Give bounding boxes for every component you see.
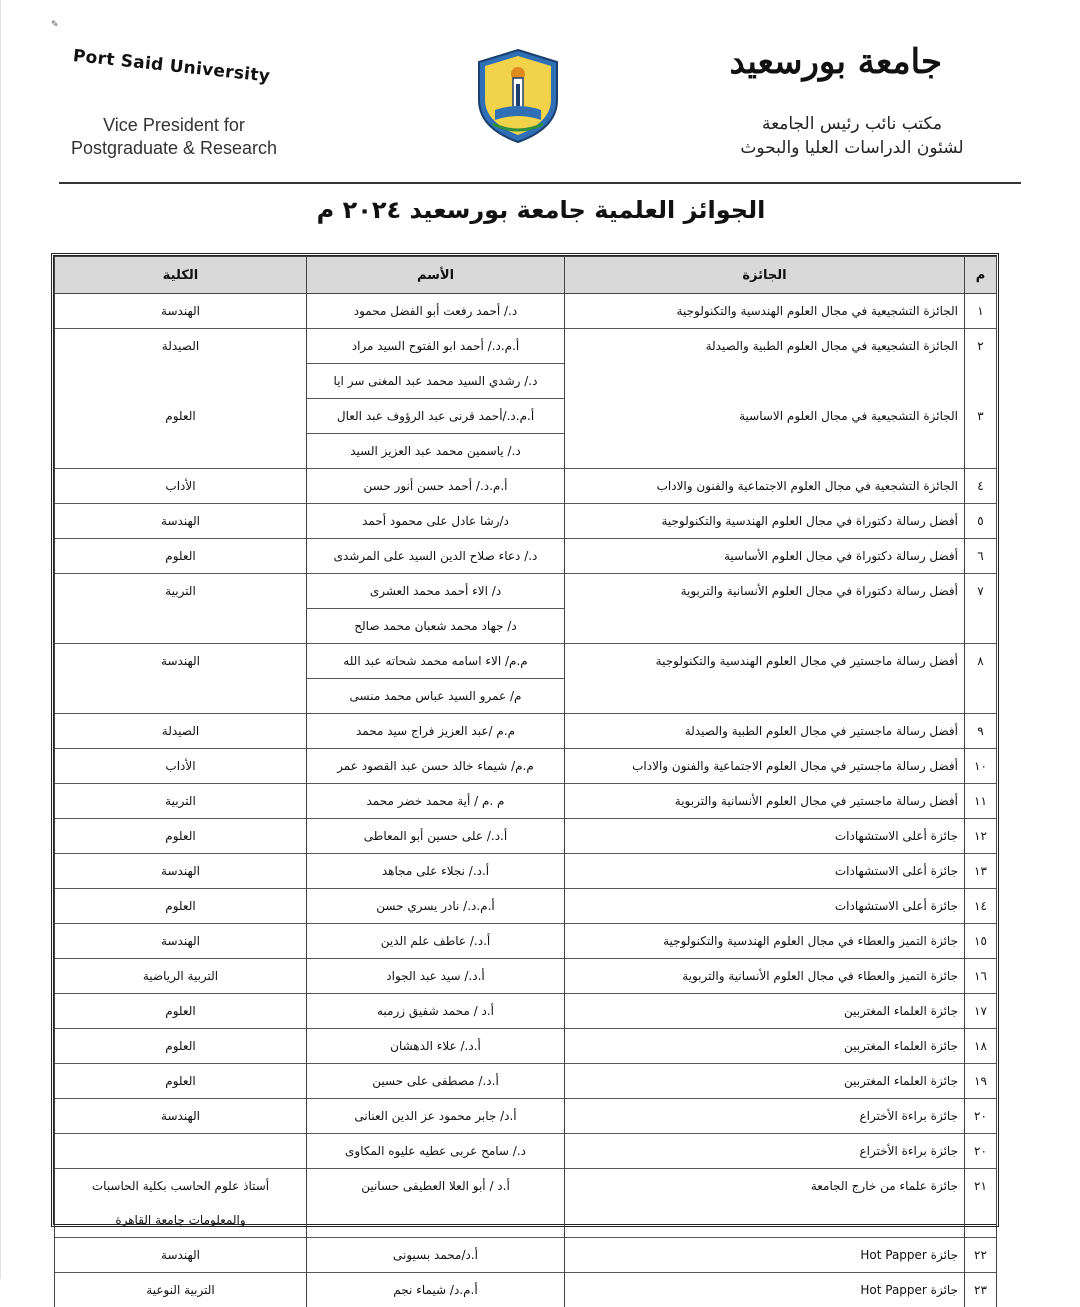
cell-num: ١ bbox=[965, 294, 997, 329]
cell-college: الهندسة bbox=[55, 504, 307, 539]
awards-table bbox=[54, 256, 997, 1307]
cell-name: د/رشا عادل على محمود أحمد bbox=[307, 504, 565, 539]
header-num: م bbox=[965, 257, 997, 294]
table-row bbox=[55, 1203, 997, 1238]
cell-award: جائزة براءة الأختراع bbox=[565, 1134, 965, 1169]
university-crest-icon bbox=[475, 48, 561, 144]
cell-name: أ.د./ على حسين أبو المعاطى bbox=[307, 819, 565, 854]
cell-award: الجائزة التشجعية في مجال العلوم الاجتماعية والفنون والاداب bbox=[565, 469, 965, 504]
cell-award: جائزة أعلى الاستشهادات bbox=[565, 889, 965, 924]
cell-num: ٣ bbox=[965, 399, 997, 434]
awards-table-frame bbox=[51, 253, 999, 1227]
cell-name: م.م /عبد العزيز فراج سيد محمد bbox=[307, 714, 565, 749]
cell-num bbox=[965, 609, 997, 644]
cell-name: د./ دعاء صلاح الدين السيد على المرشدى bbox=[307, 539, 565, 574]
cell-name: م .م / أية محمد خضر محمد bbox=[307, 784, 565, 819]
cell-num: ٤ bbox=[965, 469, 997, 504]
cell-college: العلوم bbox=[55, 994, 307, 1029]
cell-college: العلوم bbox=[55, 539, 307, 574]
cell-num bbox=[965, 1203, 997, 1238]
cell-name: د./ رشدي السيد محمد عبد المغنى سر ايا bbox=[307, 364, 565, 399]
cell-num: ١٢ bbox=[965, 819, 997, 854]
cell-num: ١٤ bbox=[965, 889, 997, 924]
table-row bbox=[55, 924, 997, 959]
table-row bbox=[55, 819, 997, 854]
table-row bbox=[55, 399, 997, 434]
cell-college: التربية الرياضية bbox=[55, 959, 307, 994]
cell-college: والمعلومات جامعة القاهرة bbox=[55, 1203, 307, 1238]
cell-award: جائزة علماء من خارج الجامعة bbox=[565, 1169, 965, 1204]
table-row bbox=[55, 1099, 997, 1134]
cell-num: ٢ bbox=[965, 329, 997, 364]
office-line-1: مكتب نائب رئيس الجامعة bbox=[737, 112, 967, 136]
vp-line-2: Postgraduate & Research bbox=[56, 137, 292, 160]
cell-college bbox=[55, 679, 307, 714]
cell-num: ٢٣ bbox=[965, 1273, 997, 1307]
cell-award bbox=[565, 609, 965, 644]
cell-college bbox=[55, 1134, 307, 1169]
cell-award: الجائزة التشجيعية في مجال العلوم الطبية والصيدلة bbox=[565, 329, 965, 364]
cell-college: أستاذ علوم الحاسب بكلية الحاسبات bbox=[55, 1169, 307, 1204]
cell-award: أفضل رسالة ماجستير في مجال العلوم الأنسانية والتربوية bbox=[565, 784, 965, 819]
table-row bbox=[55, 889, 997, 924]
cell-num: ٦ bbox=[965, 539, 997, 574]
cell-num: ١٨ bbox=[965, 1029, 997, 1064]
table-row bbox=[55, 574, 997, 609]
table-row bbox=[55, 1169, 997, 1204]
cell-name: أ.د./ مصطفى على حسين bbox=[307, 1064, 565, 1099]
cell-num: ٢٢ bbox=[965, 1238, 997, 1273]
cell-college: الهندسة bbox=[55, 644, 307, 679]
cell-num: ١١ bbox=[965, 784, 997, 819]
cell-college bbox=[55, 609, 307, 644]
cell-name: أ.د./ عاطف علم الدين bbox=[307, 924, 565, 959]
table-row bbox=[55, 644, 997, 679]
cell-num: ١٦ bbox=[965, 959, 997, 994]
cell-num bbox=[965, 679, 997, 714]
cell-college: الهندسة bbox=[55, 924, 307, 959]
cell-name: أ.م.د./ نادر يسري حسن bbox=[307, 889, 565, 924]
cell-name: م.م/ شيماء خالد حسن عبد القصود عمر bbox=[307, 749, 565, 784]
cell-college: الأداب bbox=[55, 749, 307, 784]
cell-award: جائزة العلماء المغتربين bbox=[565, 1029, 965, 1064]
cell-award: الجائزة التشجيعية في مجال العلوم الاساسية bbox=[565, 399, 965, 434]
cell-award: أفضل رسالة دكتوراة في مجال العلوم الأساسية bbox=[565, 539, 965, 574]
cell-award: جائزة العلماء المغتربين bbox=[565, 994, 965, 1029]
table-row bbox=[55, 434, 997, 469]
cell-college: التربية bbox=[55, 574, 307, 609]
table-row bbox=[55, 364, 997, 399]
cell-award: جائزة التميز والعطاء في مجال العلوم الهندسية والتكنولوجية bbox=[565, 924, 965, 959]
cell-college: التربية bbox=[55, 784, 307, 819]
cell-num: ٨ bbox=[965, 644, 997, 679]
header-college: الكلية bbox=[55, 257, 307, 294]
table-row bbox=[55, 959, 997, 994]
cell-name: أ.م.د./ أحمد ابو الفتوح السيد مراد bbox=[307, 329, 565, 364]
cell-award: جائزة Hot Papper bbox=[565, 1238, 965, 1273]
header-name: الأسم bbox=[307, 257, 565, 294]
cell-name: أ.د / أبو العلا العطيفى حسانين bbox=[307, 1169, 565, 1204]
cell-num: ٧ bbox=[965, 574, 997, 609]
cell-award: جائزة العلماء المغتربين bbox=[565, 1064, 965, 1099]
cell-college: العلوم bbox=[55, 399, 307, 434]
table-body bbox=[55, 294, 997, 1307]
cell-college: الهندسة bbox=[55, 1099, 307, 1134]
cell-award bbox=[565, 434, 965, 469]
table-row bbox=[55, 854, 997, 889]
table-row bbox=[55, 1238, 997, 1273]
cell-name: م.م/ الاء اسامه محمد شحاته عبد الله bbox=[307, 644, 565, 679]
cell-college: العلوم bbox=[55, 1064, 307, 1099]
vice-president-office-en bbox=[56, 114, 292, 160]
table-row bbox=[55, 784, 997, 819]
cell-name: د./ ياسمين محمد عبد العزيز السيد bbox=[307, 434, 565, 469]
table-row bbox=[55, 504, 997, 539]
cell-num: ١٩ bbox=[965, 1064, 997, 1099]
cell-name: أ.د./ سيد عبد الجواد bbox=[307, 959, 565, 994]
cell-college: الصيدلة bbox=[55, 329, 307, 364]
cell-name: د./ سامح عربى عطيه عليوه المكاوى bbox=[307, 1134, 565, 1169]
table-row bbox=[55, 994, 997, 1029]
cell-award: أفضل رسالة ماجستير في مجال العلوم الطبية والصيدلة bbox=[565, 714, 965, 749]
cell-num bbox=[965, 364, 997, 399]
cell-name: أ.م.د./ أحمد حسن أنور حسن bbox=[307, 469, 565, 504]
cell-award: الجائزة التشجيعية في مجال العلوم الهندسية والتكنولوجية bbox=[565, 294, 965, 329]
cell-num: ٢٠ bbox=[965, 1134, 997, 1169]
table-row bbox=[55, 539, 997, 574]
table-row bbox=[55, 294, 997, 329]
cell-award bbox=[565, 1203, 965, 1238]
cell-name: د./ أحمد رفعت أبو الفضل محمود bbox=[307, 294, 565, 329]
document-title: الجوائز العلمية جامعة بورسعيد ٢٠٢٤ م bbox=[1, 196, 1080, 224]
table-header-row bbox=[55, 257, 997, 294]
cell-award: أفضل رسالة دكتوراة في مجال العلوم الأنسانية والتربوية bbox=[565, 574, 965, 609]
cell-college: التربية النوعية bbox=[55, 1273, 307, 1307]
cell-name: م/ عمرو السيد عباس محمد منسى bbox=[307, 679, 565, 714]
table-row bbox=[55, 1273, 997, 1307]
table-row bbox=[55, 609, 997, 644]
table-row bbox=[55, 469, 997, 504]
cell-award: جائزة التميز والعطاء في مجال العلوم الأنسانية والتربوية bbox=[565, 959, 965, 994]
cell-name: أ.د / محمد شفيق زرمبه bbox=[307, 994, 565, 1029]
cell-award: أفضل رسالة ماجستير في مجال العلوم الهندسية والتكنولوجية bbox=[565, 644, 965, 679]
cell-award: جائزة أعلى الاستشهادات bbox=[565, 819, 965, 854]
header-award: الجائزة bbox=[565, 257, 965, 294]
cell-award: جائزة أعلى الاستشهادات bbox=[565, 854, 965, 889]
cell-name: أ.د./ علاء الدهشان bbox=[307, 1029, 565, 1064]
header-divider bbox=[59, 182, 1021, 184]
cell-num bbox=[965, 434, 997, 469]
table-row bbox=[55, 1064, 997, 1099]
cell-award: جائزة براءة الأختراع bbox=[565, 1099, 965, 1134]
cell-num: ١٠ bbox=[965, 749, 997, 784]
cell-num: ١٥ bbox=[965, 924, 997, 959]
cell-name: أ.د/ جابر محمود عز الدين العنانى bbox=[307, 1099, 565, 1134]
pin-icon: ✎ bbox=[51, 20, 59, 28]
cell-college: العلوم bbox=[55, 819, 307, 854]
cell-award: جائزة Hot Papper bbox=[565, 1273, 965, 1307]
cell-name: د/ الاء أحمد محمد العشرى bbox=[307, 574, 565, 609]
cell-college: العلوم bbox=[55, 1029, 307, 1064]
cell-college: الصيدلة bbox=[55, 714, 307, 749]
cell-name: أ.م.د./أحمد قرنى عبد الرؤوف عبد العال bbox=[307, 399, 565, 434]
cell-award bbox=[565, 364, 965, 399]
table-row bbox=[55, 1029, 997, 1064]
cell-name: أ.م.د/ شيماء نجم bbox=[307, 1273, 565, 1307]
cell-name: أ.د./ نجلاء على مجاهد bbox=[307, 854, 565, 889]
cell-award: أفضل رسالة ماجستير في مجال العلوم الاجتماعية والفنون والاداب bbox=[565, 749, 965, 784]
table-row bbox=[55, 679, 997, 714]
cell-college: الهندسة bbox=[55, 1238, 307, 1273]
cell-num: ٢١ bbox=[965, 1169, 997, 1204]
university-name-en: Port Said University bbox=[72, 46, 271, 87]
cell-num: ٢٠ bbox=[965, 1099, 997, 1134]
university-name-ar: جامعة بورسعيد bbox=[730, 42, 943, 82]
cell-award: أفضل رسالة دكتوراة في مجال العلوم الهندسية والتكنولوجية bbox=[565, 504, 965, 539]
table-row bbox=[55, 714, 997, 749]
cell-num: ١٧ bbox=[965, 994, 997, 1029]
cell-college: الأداب bbox=[55, 469, 307, 504]
cell-num: ١٣ bbox=[965, 854, 997, 889]
vp-line-1: Vice President for bbox=[56, 114, 292, 137]
cell-name: أ.د/محمد بسيونى bbox=[307, 1238, 565, 1273]
cell-college: الهندسة bbox=[55, 854, 307, 889]
cell-college bbox=[55, 364, 307, 399]
cell-num: ٥ bbox=[965, 504, 997, 539]
vice-president-office-ar bbox=[737, 112, 967, 160]
table-row bbox=[55, 329, 997, 364]
cell-college: العلوم bbox=[55, 889, 307, 924]
table-row bbox=[55, 1134, 997, 1169]
office-line-2: لشئون الدراسات العليا والبحوث bbox=[737, 136, 967, 160]
cell-name: د/ جهاد محمد شعبان محمد صالح bbox=[307, 609, 565, 644]
cell-college bbox=[55, 434, 307, 469]
cell-name bbox=[307, 1203, 565, 1238]
table-row bbox=[55, 749, 997, 784]
cell-award bbox=[565, 679, 965, 714]
cell-num: ٩ bbox=[965, 714, 997, 749]
cell-college: الهندسة bbox=[55, 294, 307, 329]
